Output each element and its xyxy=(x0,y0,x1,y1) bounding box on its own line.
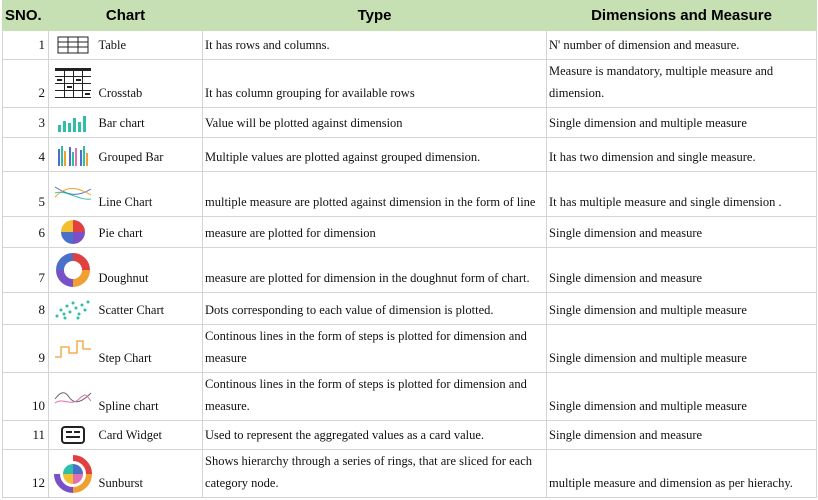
row-number: 2 xyxy=(3,60,49,108)
dims-text: It has two dimension and single measure. xyxy=(547,138,817,172)
chart-name: Grouped Bar xyxy=(97,138,203,172)
sunburst-icon xyxy=(49,450,97,498)
type-text: Shows hierarchy through a series of rings, that are sliced for each category node. xyxy=(203,450,547,498)
scatter-chart-icon xyxy=(49,293,97,325)
dims-text: Single dimension and multiple measure xyxy=(547,325,817,373)
chart-name: Line Chart xyxy=(97,172,203,217)
doughnut-icon xyxy=(49,248,97,293)
table-row xyxy=(3,450,817,498)
type-text: multiple measure are plotted against dimension in the form of line xyxy=(203,172,547,217)
type-text: Continous lines in the form of steps is plotted for dimension and measure. xyxy=(203,373,547,421)
type-text: Multiple values are plotted against grouped dimension. xyxy=(203,138,547,172)
table-row xyxy=(3,248,817,293)
card-widget-icon xyxy=(49,421,97,450)
table-row xyxy=(3,373,817,421)
table-row xyxy=(3,138,817,172)
chart-name: Bar chart xyxy=(97,108,203,138)
chart-name: Step Chart xyxy=(97,325,203,373)
chart-name: Doughnut xyxy=(97,248,203,293)
pie-chart-icon xyxy=(49,217,97,248)
dims-text: Single dimension and measure xyxy=(547,248,817,293)
row-number: 8 xyxy=(3,293,49,325)
header-chart: Chart xyxy=(49,1,203,31)
row-number: 11 xyxy=(3,421,49,450)
row-number: 9 xyxy=(3,325,49,373)
dims-text: Single dimension and multiple measure xyxy=(547,373,817,421)
type-text: Continous lines in the form of steps is plotted for dimension and measure xyxy=(203,325,547,373)
row-number: 12 xyxy=(3,450,49,498)
spline-chart-icon xyxy=(49,373,97,421)
table-row xyxy=(3,60,817,108)
table-row xyxy=(3,421,817,450)
dims-text: Single dimension and measure xyxy=(547,421,817,450)
bar-chart-icon xyxy=(49,108,97,138)
header-sno: SNO. xyxy=(3,1,49,31)
table-row xyxy=(3,325,817,373)
grouped-bar-icon xyxy=(49,138,97,172)
table-row xyxy=(3,31,817,60)
header-row xyxy=(3,1,817,31)
dims-text: Single dimension and multiple measure xyxy=(547,293,817,325)
chart-name: Card Widget xyxy=(97,421,203,450)
chart-name: Pie chart xyxy=(97,217,203,248)
table-row xyxy=(3,293,817,325)
line-chart-icon xyxy=(49,172,97,217)
row-number: 6 xyxy=(3,217,49,248)
row-number: 7 xyxy=(3,248,49,293)
type-text: It has rows and columns. xyxy=(203,31,547,60)
type-text: It has column grouping for available rows xyxy=(203,60,547,108)
chart-name: Scatter Chart xyxy=(97,293,203,325)
row-number: 4 xyxy=(3,138,49,172)
table-row xyxy=(3,172,817,217)
table-row xyxy=(3,108,817,138)
row-number: 1 xyxy=(3,31,49,60)
row-number: 10 xyxy=(3,373,49,421)
dims-text: It has multiple measure and single dimension . xyxy=(547,172,817,217)
chart-name: Crosstab xyxy=(97,60,203,108)
chart-name: Sunburst xyxy=(97,450,203,498)
dims-text: N' number of dimension and measure. xyxy=(547,31,817,60)
row-number: 3 xyxy=(3,108,49,138)
chart-types-table xyxy=(2,0,817,498)
dims-text: multiple measure and dimension as per hierachy. xyxy=(547,450,817,498)
crosstab-icon xyxy=(49,60,97,108)
header-dims: Dimensions and Measure xyxy=(547,1,817,31)
dims-text: Single dimension and measure xyxy=(547,217,817,248)
dims-text: Single dimension and multiple measure xyxy=(547,108,817,138)
table-row xyxy=(3,217,817,248)
type-text: Value will be plotted against dimension xyxy=(203,108,547,138)
table-icon xyxy=(49,31,97,60)
dims-text: Measure is mandatory, multiple measure and dimension. xyxy=(547,60,817,108)
step-chart-icon xyxy=(49,325,97,373)
type-text: measure are plotted for dimension in the doughnut form of chart. xyxy=(203,248,547,293)
chart-name: Table xyxy=(97,31,203,60)
chart-name: Spline chart xyxy=(97,373,203,421)
row-number: 5 xyxy=(3,172,49,217)
header-type: Type xyxy=(203,1,547,31)
type-text: measure are plotted for dimension xyxy=(203,217,547,248)
type-text: Dots corresponding to each value of dimension is plotted. xyxy=(203,293,547,325)
type-text: Used to represent the aggregated values as a card value. xyxy=(203,421,547,450)
